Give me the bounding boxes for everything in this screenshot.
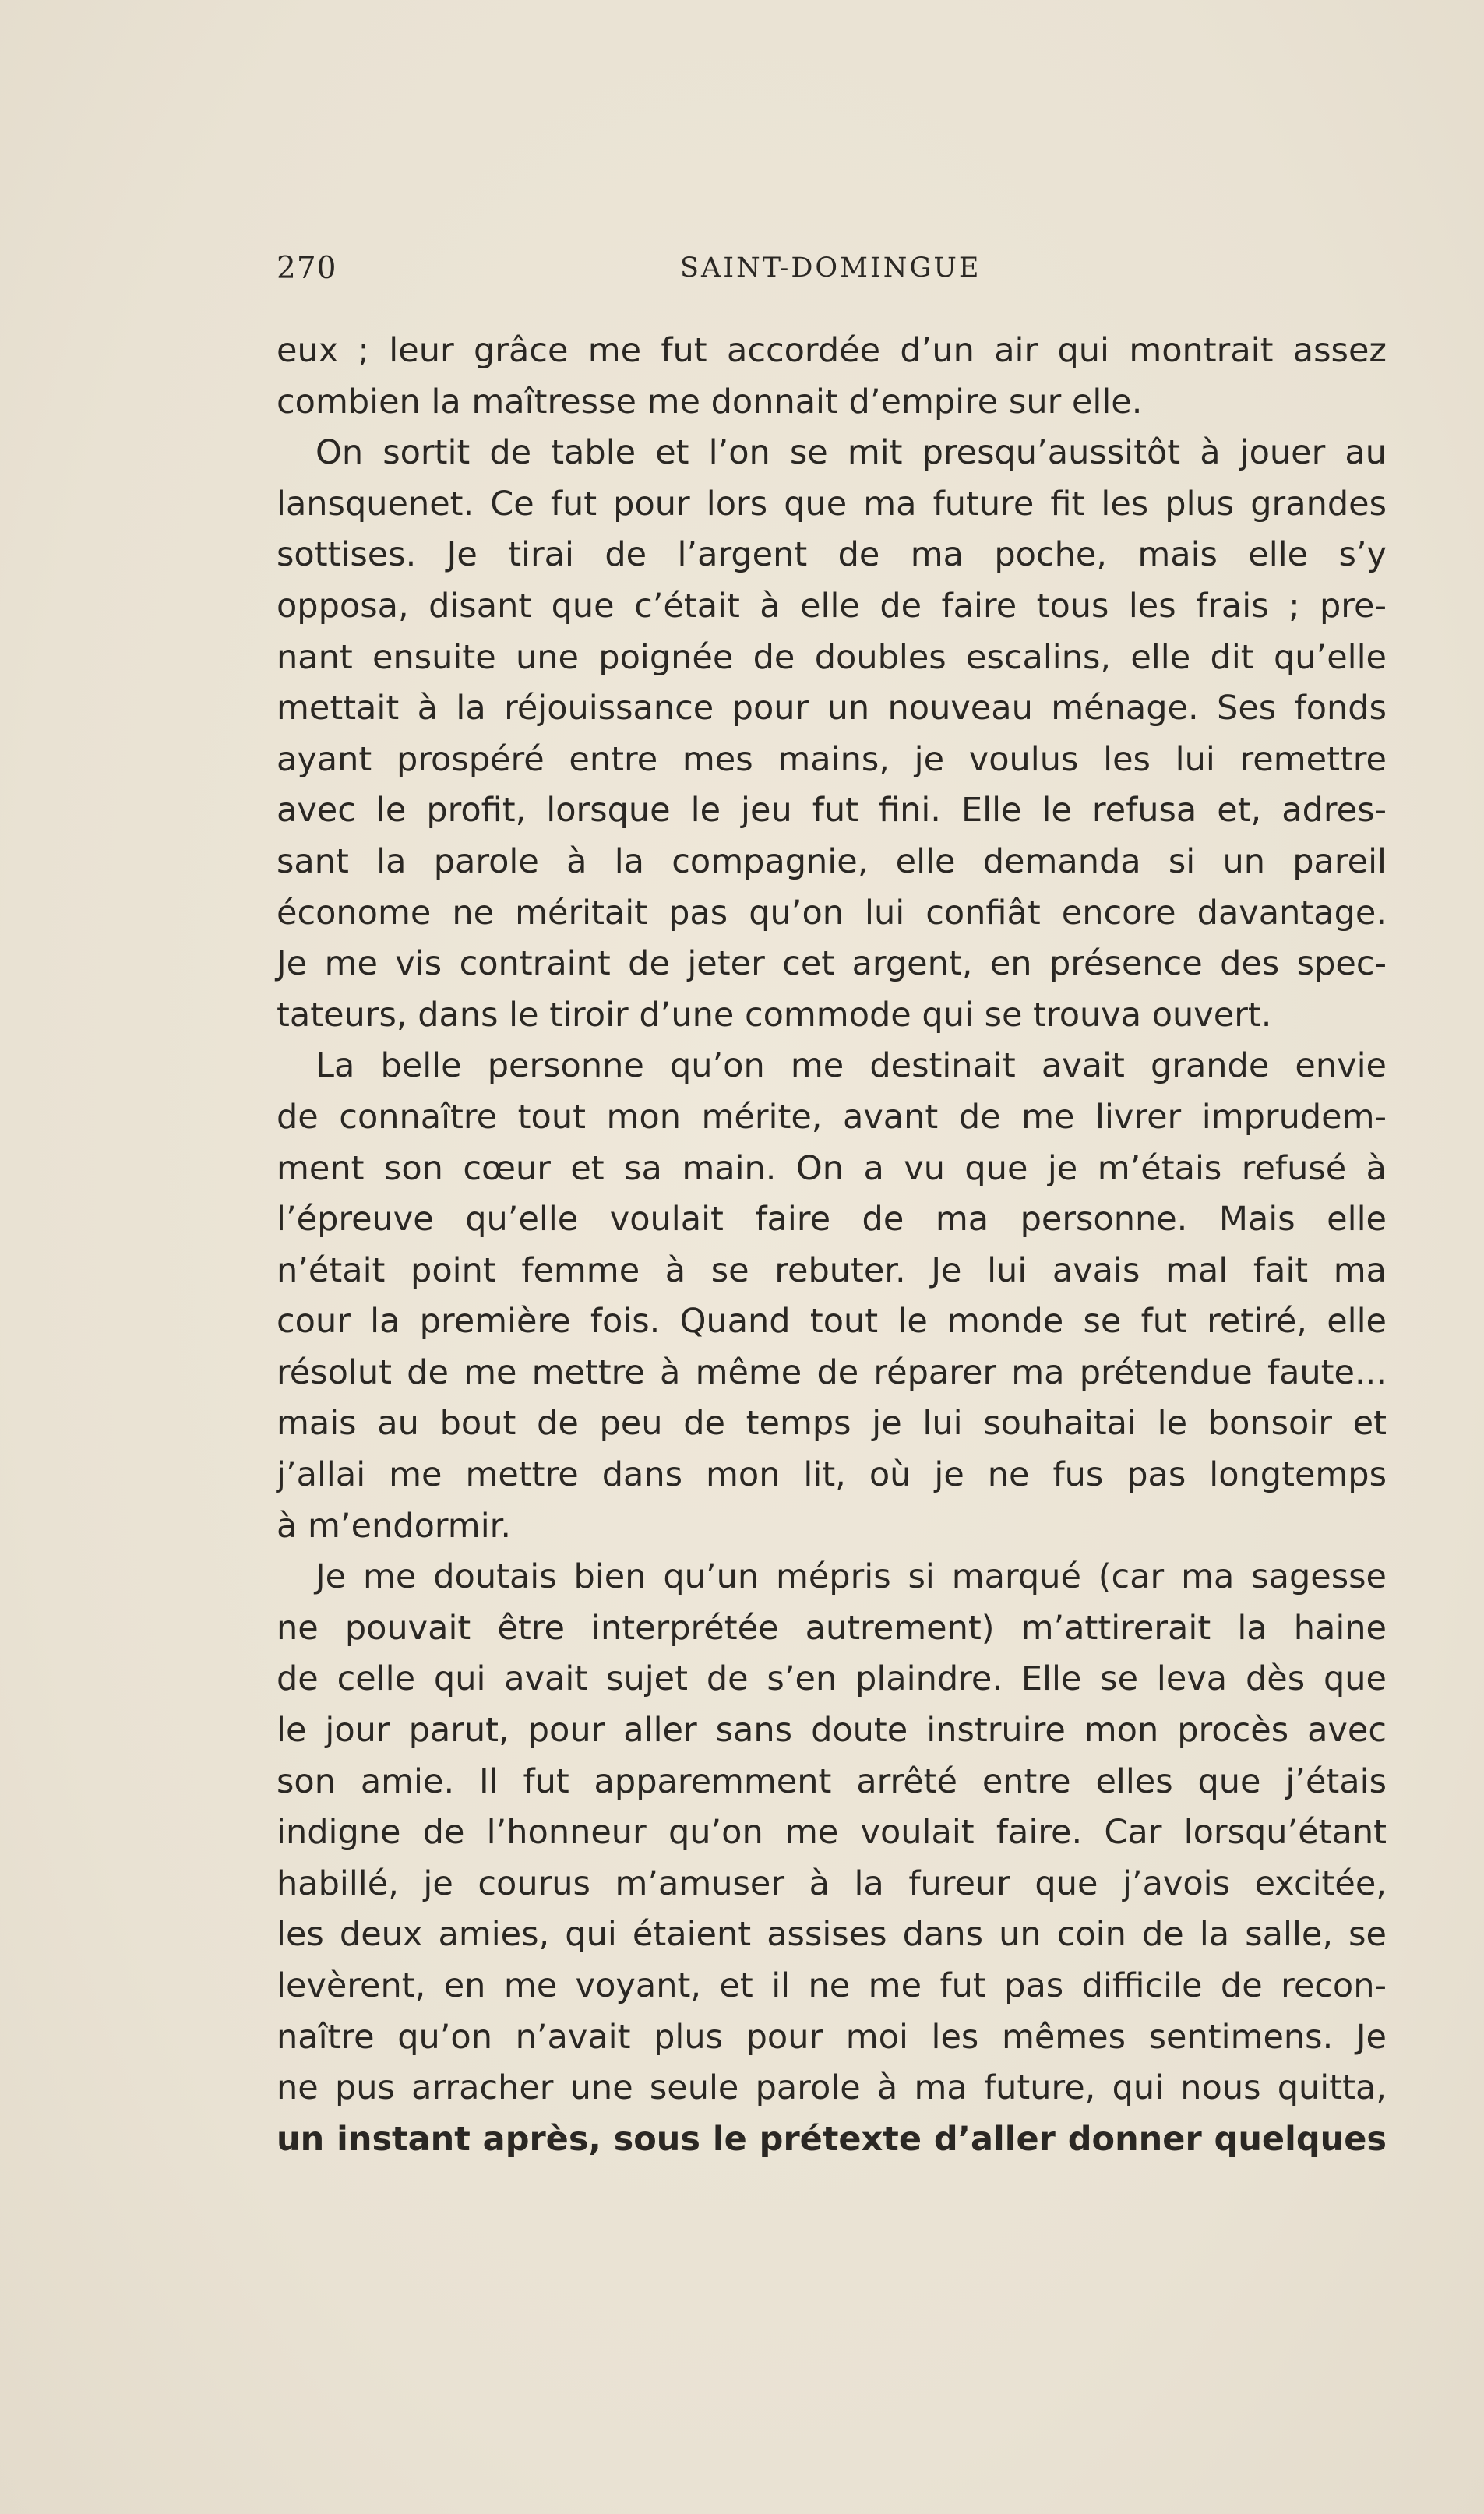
text-line: ne pouvait être interprétée autrement) m’attirerait la haine (277, 1608, 1387, 1648)
text-line: un instant après, sous le prétexte d’aller donner quelques (277, 2119, 1387, 2159)
text-line: opposa, disant que c’était à elle de faire tous les frais ; pre- (277, 586, 1387, 626)
text-line: mais au bout de peu de temps je lui souhaitai le bonsoir et (277, 1404, 1387, 1444)
text-line: le jour parut, pour aller sans doute instruire mon procès avec (277, 1711, 1387, 1751)
text-line: son amie. Il fut apparemment arrêté entre elles que j’étais (277, 1761, 1387, 1801)
text-line: sant la parole à la compagnie, elle demanda si un pareil (277, 841, 1387, 881)
text-line: On sortit de table et l’on se mit presqu’aussitôt à jouer au (315, 433, 1387, 473)
text-line: combien la maîtresse me donnait d’empire sur elle. (277, 382, 1143, 421)
text-line: de connaître tout mon mérite, avant de me livrer imprudem- (277, 1097, 1387, 1137)
text-line: de celle qui avait sujet de s’en plaindre. Elle se leva dès que (277, 1659, 1387, 1699)
text-line: n’était point femme à se rebuter. Je lui avais mal fait ma (277, 1250, 1387, 1290)
text-line: avec le profit, lorsque le jeu fut fini. Elle le refusa et, adres- (277, 791, 1387, 830)
text-line: lansquenet. Ce fut pour lors que ma future fit les plus grandes (277, 484, 1387, 524)
body-text (277, 326, 1387, 2165)
text-line: Je me vis contraint de jeter cet argent, en présence des spec- (277, 944, 1387, 984)
text-line: économe ne méritait pas qu’on lui confiât encore davantage. (277, 893, 1387, 933)
text-line: levèrent, en me voyant, et il ne me fut pas difficile de recon- (277, 1966, 1387, 2005)
text-line: ment son cœur et sa main. On a vu que je m’étais refusé à (277, 1148, 1387, 1188)
text-line: à m’endormir. (277, 1506, 512, 1546)
text-line: Je me doutais bien qu’un mépris si marqué (car ma sagesse (315, 1557, 1387, 1597)
text-line: l’épreuve qu’elle voulait faire de ma personne. Mais elle (277, 1200, 1387, 1239)
text-line: naître qu’on n’avait plus pour moi les mêmes sentimens. Je (277, 2017, 1387, 2057)
text-line: ne pus arracher une seule parole à ma future, qui nous quitta, (277, 2068, 1387, 2108)
text-line: cour la première fois. Quand tout le monde se fut retiré, elle (277, 1302, 1387, 1342)
page-header (277, 251, 1391, 298)
text-line: résolut de me mettre à même de réparer ma prétendue faute... (277, 1352, 1387, 1392)
text-line: ayant prospéré entre mes mains, je voulus les lui remettre (277, 739, 1387, 779)
text-line: tateurs, dans le tiroir d’une commode qui se trouva ouvert. (277, 995, 1272, 1035)
text-line: habillé, je courus m’amuser à la fureur que j’avois excitée, (277, 1863, 1387, 1903)
text-line: sottises. Je tirai de l’argent de ma poche, mais elle s’y (277, 535, 1387, 575)
text-line: mettait à la réjouissance pour un nouveau ménage. Ses fonds (277, 689, 1387, 728)
text-line: eux ; leur grâce me fut accordée d’un air qui montrait assez (277, 331, 1387, 370)
text-line: nant ensuite une poignée de doubles escalins, elle dit qu’elle (277, 637, 1387, 677)
text-line: j’allai me mettre dans mon lit, où je ne fus pas longtemps (277, 1455, 1387, 1495)
text-line: indigne de l’honneur qu’on me voulait faire. Car lorsqu’étant (277, 1813, 1387, 1853)
text-line: les deux amies, qui étaient assises dans un coin de la salle, se (277, 1915, 1387, 1955)
page-number: 270 (277, 251, 337, 286)
text-line: La belle personne qu’on me destinait avait grande envie (315, 1046, 1387, 1086)
running-title: SAINT-DOMINGUE (680, 252, 982, 284)
